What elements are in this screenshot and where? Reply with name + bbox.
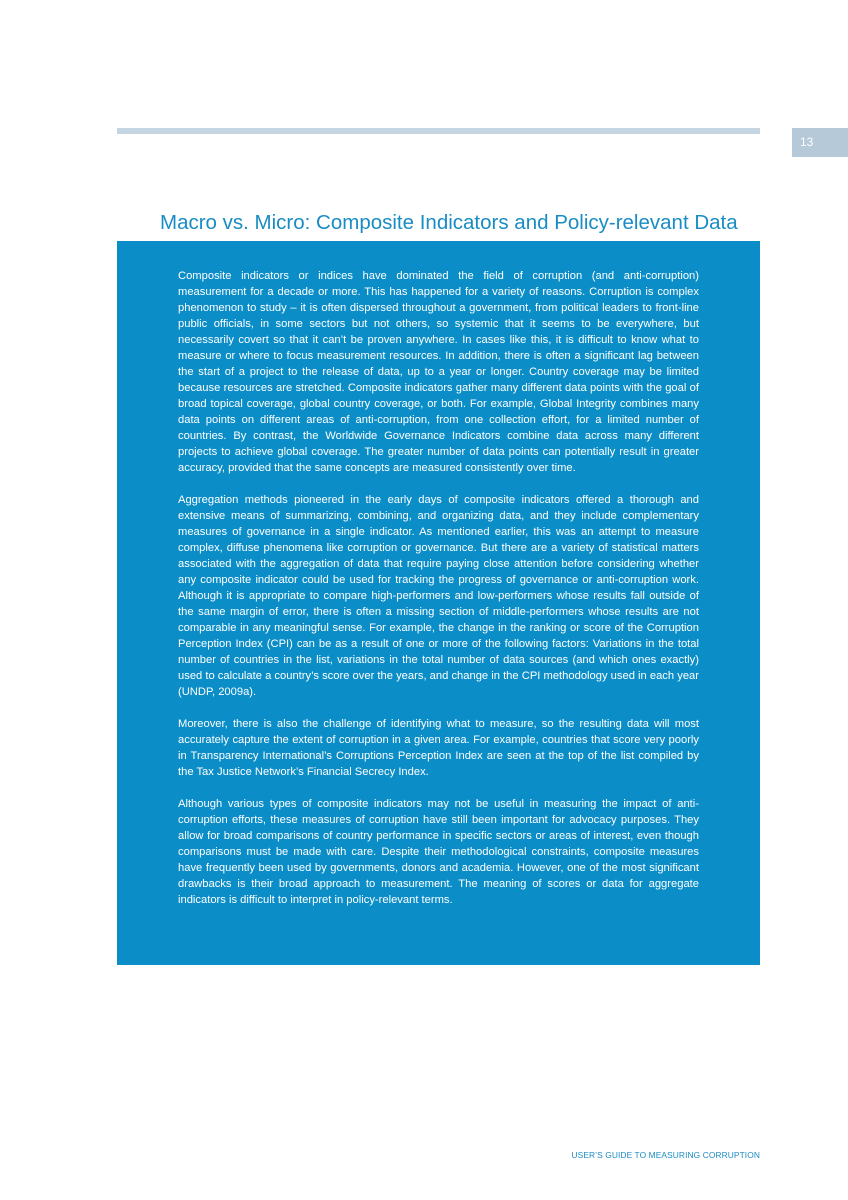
- running-footer: USER’S GUIDE TO MEASURING CORRUPTION: [571, 1150, 760, 1160]
- content-box: [117, 241, 760, 965]
- page-number: 13: [792, 128, 848, 157]
- paragraph-2: Aggregation methods pioneered in the early days of composite indicators offered a thorough and extensive means of summarizing, combining, and organizing data, and they include complementary measures of governance in a single indicator. As mentioned earlier, this was an attempt to measure complex, diffuse phenomena like corruption or governance. But there are a variety of statistical matters associated with the aggregation of data that require paying close attention before considering whether any composite indicator could be used for tracking the progress of governance or anti-corruption work. Although it is appropriate to compare high-performers and low-performers whose results fall outside of the same margin of error, there is often a missing section of middle-performers whose results are not comparable in any meaningful sense. For example, the change in the ranking or score of the Corruption Perception Index (CPI) can be as a result of one or more of the following factors: Variations in the total number of countries in the list, variations in the total number of data sources (and which ones exactly) used to calculate a country’s score over the years, and change in the CPI methodology used in each year (UNDP, 2009a).: [178, 494, 699, 698]
- paragraph-1: Composite indicators or indices have dominated the field of corruption (and anti-corruption) measurement for a decade or more. This has happened for a variety of reasons. Corruption is complex phenomenon to study – it is often dispersed throughout a government, from political leaders to front-line public officials, in some sectors but not others, so systemic that it seems to be everywhere, but necessarily covert so that it can’t be proven anywhere. In cases like this, it is difficult to know what to measure or where to focus measurement resources. In addition, there is often a significant lag between the start of a project to the release of data, up to a year or longer. Country coverage may be limited because resources are stretched. Composite indicators gather many different data points with the goal of broad topical coverage, global country coverage, or both. For example, Global Integrity combines many data points on different areas of anti-corruption, from one collection effort, for a limited number of countries. By contrast, the Worldwide Governance Indicators combine data across many different projects to achieve global coverage. The greater number of data points can potentially result in greater accuracy, provided that the same concepts are measured consistently over time.: [178, 270, 699, 474]
- paragraph-4: Although various types of composite indicators may not be useful in measuring the impact of anti-corruption efforts, these measures of corruption have still been important for advocacy purposes. They allow for broad comparisons of country performance in specific sectors or areas of interest, even though comparisons must be made with care. Despite their methodological constraints, composite measures have frequently been used by governments, donors and academia. However, one of the most significant drawbacks is their broad approach to measurement. The meaning of scores or data for aggregate indicators is difficult to interpret in policy-relevant terms.: [178, 798, 699, 906]
- header-rule: [117, 128, 760, 134]
- section-title: Macro vs. Micro: Composite Indicators and Policy-relevant Data: [160, 211, 738, 234]
- paragraph-3: Moreover, there is also the challenge of identifying what to measure, so the resulting data will most accurately capture the extent of corruption in a given area. For example, countries that score very poorly in Transparency International’s Corruptions Perception Index are seen at the top of the list compiled by the Tax Justice Network’s Financial Secrecy Index.: [178, 718, 699, 778]
